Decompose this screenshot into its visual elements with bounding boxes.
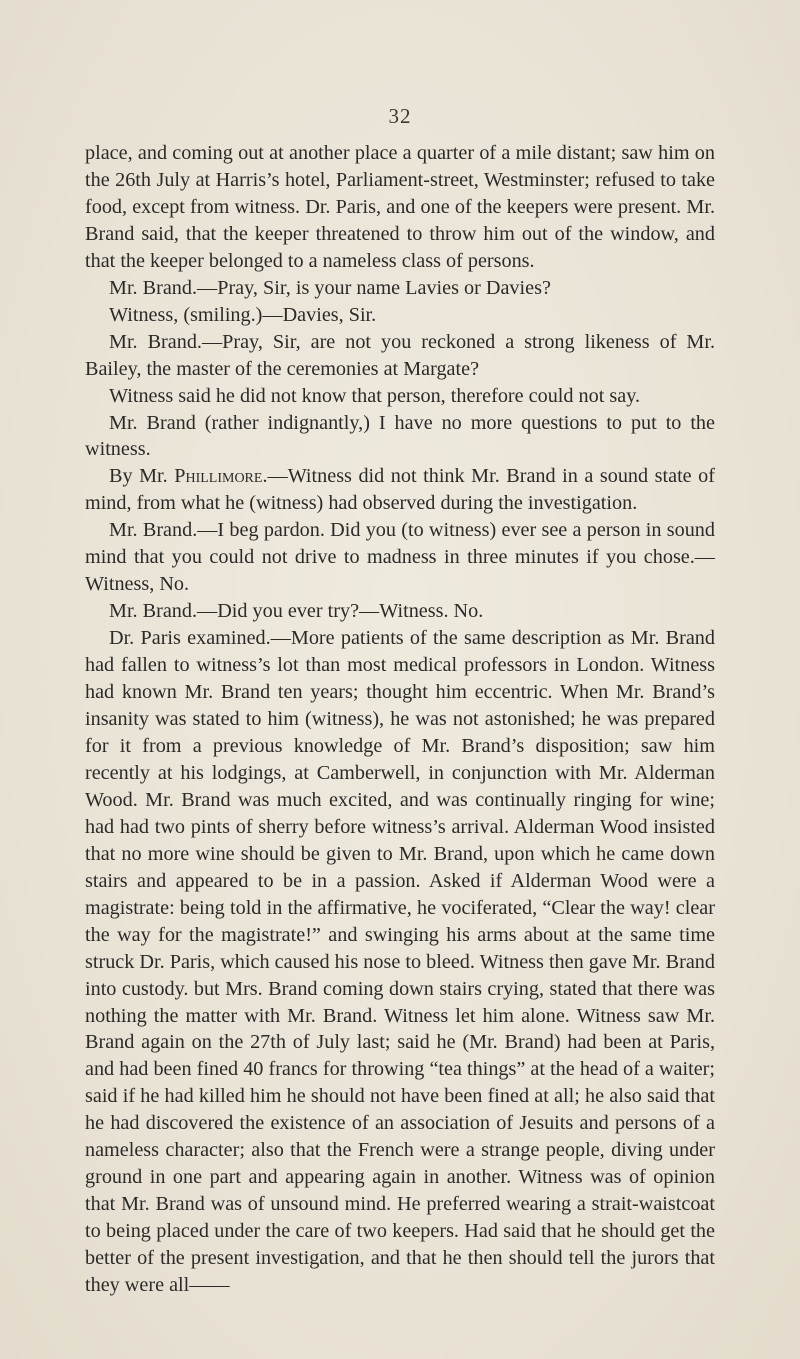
phillimore-lead: By Mr. bbox=[109, 465, 175, 488]
paragraph-dr-paris: Dr. Paris examined.—More patients of the same description as Mr. Brand had fallen to witness’s lot than most medical professors in London. Witness had known Mr. Brand ten years; thought him eccentric. When Mr. Brand’s insanity was stated to him (witness), he was not astonished; he was prepared for it from a previous knowledge of Mr. Brand’s disposition; saw him recently at his lodgings, at Camberwell, in conjunction with Mr. Alderman Wood. Mr. Brand was much excited, and was continually ringing for wine; had had two pints of sherry before witness’s arrival. Alderman Wood insisted that no more wine should be given to Mr. Brand, upon which he came down stairs and appeared to be in a passion. Asked if Alderman Wood were a magistrate: being told in the affirmative, he vociferated, “Clear the way! clear the way for the magistrate!” and swinging his arms about at the same time struck Dr. Paris, which caused his nose to bleed. Witness then gave Mr. Brand into custody. but Mrs. Brand coming down stairs crying, stated that there was nothing the matter with Mr. Brand. Witness let him alone. Witness saw Mr. Brand again on the 27th of July last; said he (Mr. Brand) had been at Paris, and had been fined 40 francs for throwing “tea things” at the head of a waiter; said if he had killed him he should not have been fined at all; he also said that he had discovered the existence of an association of Jesuits and persons of a nameless character; also that the French were a strange people, diving under ground in one part and appearing again in another. Witness was of opinion that Mr. Brand was of unsound mind. He preferred wearing a strait-waistcoat to being placed under the care of two keepers. Had said that he should get the better of the present investigation, and that he then should tell the jurors that they were all—— bbox=[85, 627, 715, 1297]
body-text bbox=[85, 140, 715, 1299]
paragraph-did-you-try: Mr. Brand.—Did you ever try?—Witness. No. bbox=[109, 600, 484, 623]
phillimore-name: Phillimore bbox=[174, 465, 263, 488]
paragraph-answer-name: Witness, (smiling.)—Davies, Sir. bbox=[109, 303, 377, 326]
paragraph-phillimore bbox=[85, 463, 715, 517]
paragraph-beg-pardon: Mr. Brand.—I beg pardon. Did you (to witness) ever see a person in sound mind that you could not drive to madness in three minutes if you chose.— Witness, No. bbox=[85, 519, 715, 596]
paragraph-question-likeness: Mr. Brand.—Pray, Sir, are not you reckoned a strong likeness of Mr. Bailey, the master of the ceremonies at Margate? bbox=[85, 330, 715, 380]
paragraph-no-more-questions: Mr. Brand (rather indignantly,) I have no more questions to put to the witness. bbox=[85, 411, 715, 461]
paragraph-question-name: Mr. Brand.—Pray, Sir, is your name Lavies or Davies? bbox=[109, 276, 551, 299]
paragraph-answer-likeness: Witness said he did not know that person, therefore could not say. bbox=[109, 384, 641, 407]
paragraph-witness-account: place, and coming out at another place a quarter of a mile distant; saw him on the 26th July at Harris’s hotel, Parliament-street, Westminster; refused to take food, except from witness. Dr. Paris, and one of the keepers were present. Mr. Brand said, that the keeper threatened to throw him out of the window, and that the keeper belonged to a nameless class of persons. bbox=[85, 142, 715, 272]
phillimore-rest: .—Witness did not think Mr. Brand in a sound state of mind, from what he (witness) had observed during the investigation. bbox=[85, 465, 715, 515]
page-number: 32 bbox=[388, 104, 412, 128]
